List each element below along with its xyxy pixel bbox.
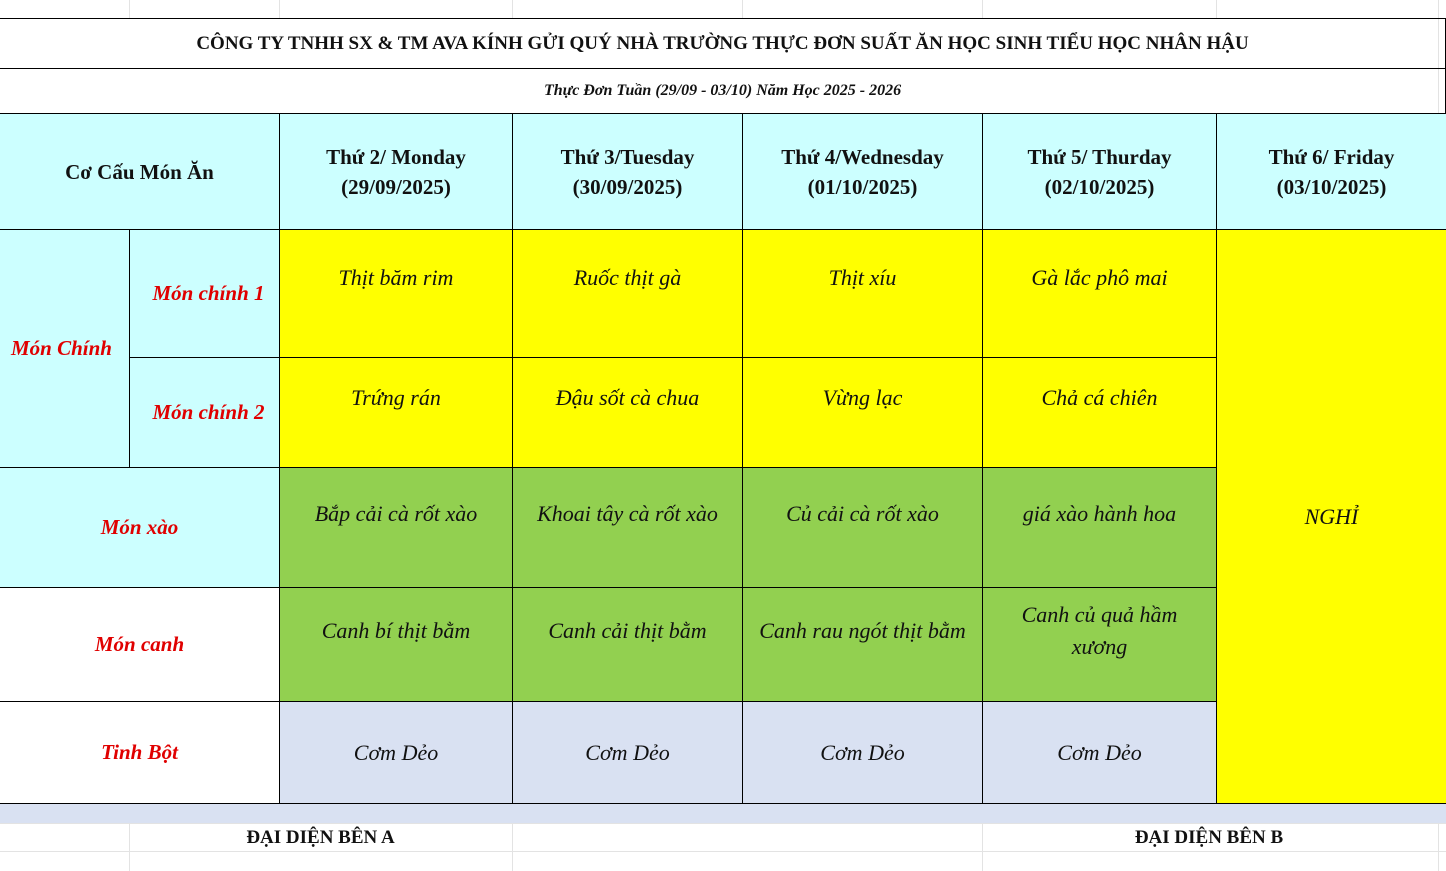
day-date: (03/10/2025): [1276, 174, 1387, 199]
friday-off-cell: NGHỈ: [1216, 229, 1446, 804]
menu-cell-main2-tuesday: Đậu sốt cà chua: [512, 357, 743, 468]
day-name: Thứ 4/Wednesday: [781, 144, 944, 169]
menu-cell-main2-wednesday: Vừng lạc: [742, 357, 983, 468]
structure-header: Cơ Cấu Món Ăn: [0, 113, 280, 230]
menu-cell-starch-tuesday: Cơm Dẻo: [512, 701, 743, 804]
week-subtitle: Thực Đơn Tuần (29/09 - 03/10) Năm Học 2025 - 2026: [0, 68, 1446, 114]
menu-cell-stirfry-wednesday: Củ cải cà rốt xào: [742, 467, 983, 588]
category-stir-fry: Món xào: [0, 467, 280, 588]
menu-cell-main2-thursday: Chả cá chiên: [982, 357, 1217, 468]
menu-cell-soup-thursday: Canh củ quả hầm xương: [982, 587, 1217, 702]
day-date: (02/10/2025): [1044, 174, 1155, 199]
day-name: Thứ 2/ Monday: [326, 144, 466, 169]
menu-cell-stirfry-thursday: giá xào hành hoa: [982, 467, 1217, 588]
category-main1: Món chính 1: [129, 229, 280, 358]
menu-cell-main2-monday: Trứng rán: [279, 357, 513, 468]
menu-cell-stirfry-tuesday: Khoai tây cà rốt xào: [512, 467, 743, 588]
menu-cell-main1-wednesday: Thịt xíu: [742, 229, 983, 358]
day-header-friday: [1216, 113, 1446, 230]
menu-cell-stirfry-monday: Bắp cải cà rốt xào: [279, 467, 513, 588]
menu-cell-starch-monday: Cơm Dẻo: [279, 701, 513, 804]
menu-cell-soup-monday: Canh bí thịt bằm: [279, 587, 513, 702]
category-main2: Món chính 2: [129, 357, 280, 468]
day-name: Thứ 3/Tuesday: [560, 144, 695, 169]
day-header-thursday: [982, 113, 1217, 230]
day-name: Thứ 6/ Friday: [1268, 144, 1395, 169]
category-starch: Tinh Bột: [0, 701, 280, 804]
day-name: Thứ 5/ Thurday: [1027, 144, 1172, 169]
day-date: (30/09/2025): [572, 174, 683, 199]
category-soup: Món canh: [0, 587, 280, 702]
menu-cell-main1-tuesday: Ruốc thịt gà: [512, 229, 743, 358]
day-header-monday: [279, 113, 513, 230]
menu-cell-starch-thursday: Cơm Dẻo: [982, 701, 1217, 804]
menu-cell-main1-monday: Thịt băm rim: [279, 229, 513, 358]
party-a-signature-label: ĐẠI DIỆN BÊN A: [246, 826, 395, 848]
menu-cell-soup-wednesday: Canh rau ngót thịt bằm: [742, 587, 983, 702]
category-main-group: Món Chính: [0, 229, 130, 468]
menu-cell-main1-thursday: Gà lắc phô mai: [982, 229, 1217, 358]
day-header-wednesday: [742, 113, 983, 230]
spacer-band: [0, 804, 1446, 823]
day-date: (29/09/2025): [341, 174, 451, 199]
menu-cell-soup-tuesday: Canh cải thịt bằm: [512, 587, 743, 702]
party-b-signature-label: ĐẠI DIỆN BÊN B: [1134, 826, 1284, 848]
day-header-tuesday: [512, 113, 743, 230]
day-date: (01/10/2025): [807, 174, 918, 199]
menu-cell-starch-wednesday: Cơm Dẻo: [742, 701, 983, 804]
company-title: CÔNG TY TNHH SX & TM AVA KÍNH GỬI QUÝ NHÀ TRƯỜNG THỰC ĐƠN SUẤT ĂN HỌC SINH TIỂU HỌC NHÂN HẬU: [0, 18, 1446, 69]
